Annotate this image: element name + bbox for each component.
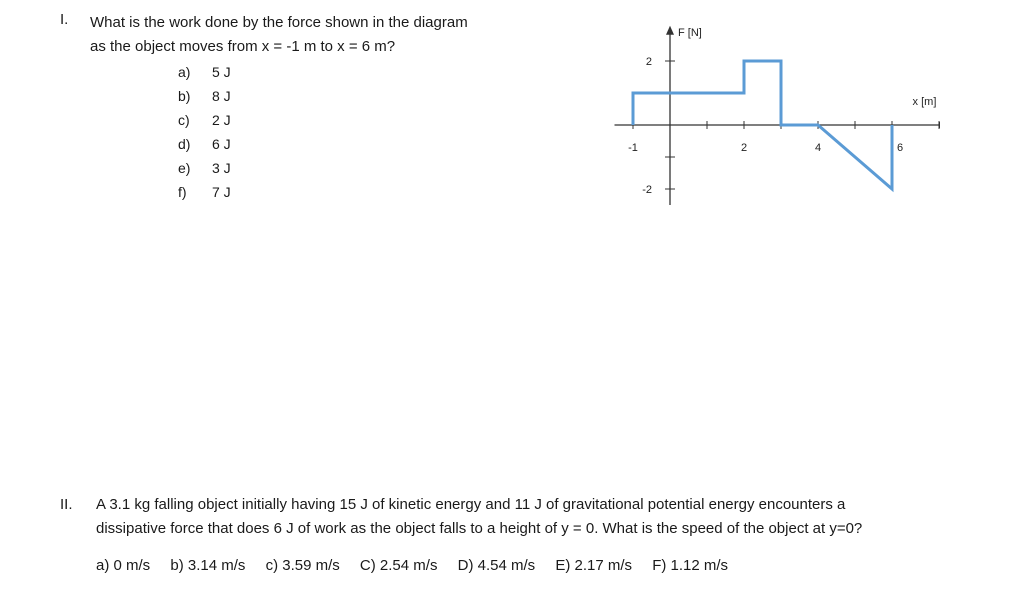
option-label: f)	[178, 184, 187, 200]
option-c-lower[interactable]: c) 3.59 m/s	[265, 557, 340, 574]
option-label: e)	[178, 160, 191, 176]
x-axis-arrow	[939, 121, 941, 129]
x-tick-label: 2	[740, 142, 748, 154]
option-c-upper[interactable]: C) 2.54 m/s	[359, 557, 438, 574]
x-axis-label: x [m]	[912, 96, 937, 108]
x-tick-label: 6	[896, 142, 904, 154]
option-label: c)	[178, 112, 190, 128]
force-position-graph	[600, 10, 940, 220]
option-value: 5 J	[212, 64, 231, 80]
option-value: 2 J	[212, 112, 231, 128]
question-2-line-2: dissipative force that does 6 J of work as the object falls to a height of y = 0. What is the speed of the object at y=0?	[96, 520, 863, 537]
option-c[interactable]	[178, 108, 231, 132]
y-tick-label: 2	[645, 56, 652, 68]
question-1-number: I.	[60, 11, 69, 28]
question-2-options	[96, 557, 744, 574]
option-value: 7 J	[212, 184, 231, 200]
question-1-options	[178, 60, 231, 204]
y-tick-label: -2	[642, 184, 652, 196]
question-1-line-2: as the object moves from x = -1 m to x = 6 m?	[90, 38, 396, 55]
option-f[interactable]: F) 1.12 m/s	[652, 557, 729, 574]
option-value: 6 J	[212, 136, 231, 152]
question-2-text	[96, 493, 996, 541]
question-1-text	[90, 11, 560, 59]
option-a[interactable]	[178, 60, 231, 84]
option-f[interactable]	[178, 180, 231, 204]
option-a[interactable]: a) 0 m/s	[96, 557, 151, 574]
option-label: b)	[178, 88, 191, 104]
option-label: d)	[178, 136, 191, 152]
y-axis-label: F [N]	[678, 26, 702, 39]
option-d[interactable]: D) 4.54 m/s	[457, 557, 536, 574]
question-1-line-1: What is the work done by the force shown in the diagram	[90, 14, 468, 31]
x-tick-label: 4	[814, 142, 822, 154]
option-value: 8 J	[212, 88, 231, 104]
question-2-number: II.	[60, 496, 73, 513]
x-tick-label: -1	[628, 142, 638, 154]
option-e[interactable]: E) 2.17 m/s	[555, 557, 633, 574]
option-value: 3 J	[212, 160, 231, 176]
option-label: a)	[178, 64, 191, 80]
option-d[interactable]	[178, 132, 231, 156]
option-b[interactable]: b) 3.14 m/s	[170, 557, 246, 574]
option-e[interactable]	[178, 156, 231, 180]
option-b[interactable]	[178, 84, 231, 108]
question-2-line-1: A 3.1 kg falling object initially having 15 J of kinetic energy and 11 J of gravitational potential energy encounters a	[96, 496, 846, 513]
y-axis-arrow	[666, 26, 674, 35]
